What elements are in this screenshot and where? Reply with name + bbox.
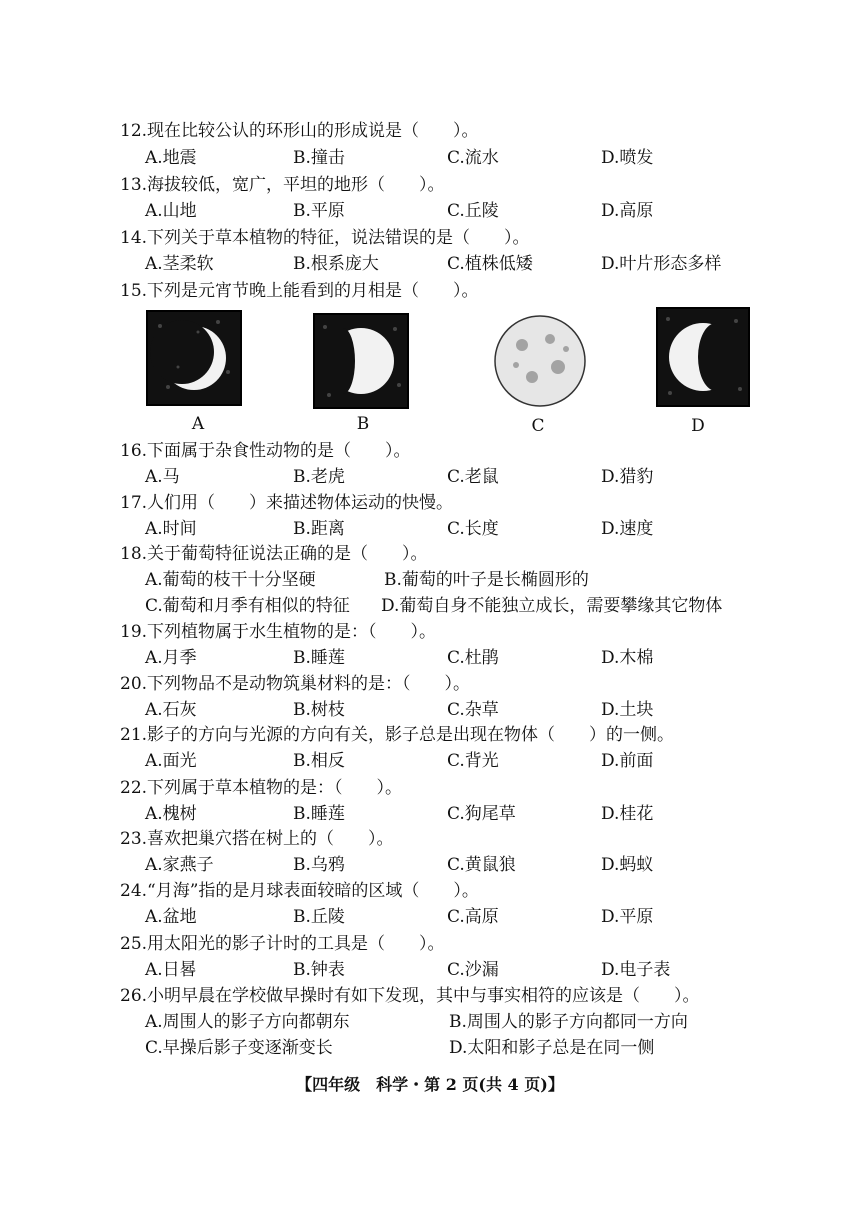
question-14: 14.下列关于草本植物的特征，说法错误的是（ ）。 [120, 228, 530, 248]
option-c: C.植株低矮 [447, 254, 533, 274]
option-d: D.猎豹 [601, 467, 654, 487]
option-a: A.日晷 [145, 960, 197, 980]
question-17: 17.人们用（ ）来描述物体运动的快慢。 [120, 493, 454, 513]
option-d: D.电子表 [601, 960, 671, 980]
question-21: 21.影子的方向与光源的方向有关，影子总是出现在物体（ ）的一侧。 [120, 725, 675, 745]
option-a: A.月季 [145, 648, 197, 668]
option-a: A.茎柔软 [145, 254, 214, 274]
question-16: 16.下面属于杂食性动物的是（ ）。 [120, 441, 411, 461]
option-c: C.流水 [447, 148, 499, 168]
option-a: A.槐树 [145, 804, 197, 824]
option-a: A.葡萄的枝干十分坚硬 [145, 570, 316, 590]
option-a: A.周围人的影子方向都朝东 [145, 1012, 350, 1032]
option-d: D.蚂蚁 [601, 855, 654, 875]
option-d: D.高原 [601, 201, 654, 221]
moon-label-a: A [191, 414, 205, 434]
option-d: D.桂花 [601, 804, 654, 824]
question-18: 18.关于葡萄特征说法正确的是（ ）。 [120, 544, 428, 564]
option-b: B.相反 [293, 751, 345, 771]
moon-phase-a-image [146, 310, 242, 406]
option-b: B.钟表 [293, 960, 345, 980]
option-c: C.早操后影子变逐渐变长 [145, 1038, 333, 1058]
moon-label-d: D [691, 416, 705, 436]
option-b: B.根系庞大 [293, 254, 379, 274]
option-d: D.速度 [601, 519, 654, 539]
option-c: C.杂草 [447, 700, 499, 720]
option-b: B.老虎 [293, 467, 345, 487]
question-23: 23.喜欢把巢穴搭在树上的（ ）。 [120, 829, 394, 849]
option-c: C.狗尾草 [447, 804, 516, 824]
moon-label-b: B [356, 414, 370, 434]
page-footer: 【四年级 科学・第 2 页(共 4 页)】 [296, 1075, 564, 1094]
option-d: D.木棉 [601, 648, 654, 668]
option-a: A.马 [145, 467, 180, 487]
question-13: 13.海拔较低，宽广，平坦的地形（ ）。 [120, 175, 445, 195]
option-a: A.时间 [145, 519, 197, 539]
option-a: A.家燕子 [145, 855, 214, 875]
option-c: C.高原 [447, 907, 499, 927]
option-c: C.丘陵 [447, 201, 499, 221]
option-c: C.长度 [447, 519, 499, 539]
option-a: A.石灰 [145, 700, 197, 720]
option-d: D.太阳和影子总是在同一侧 [449, 1038, 655, 1058]
option-c: C.黄鼠狼 [447, 855, 516, 875]
option-c: C.背光 [447, 751, 499, 771]
question-22: 22.下列属于草本植物的是：（ ）。 [120, 778, 403, 798]
question-24: 24.“月海”指的是月球表面较暗的区域（ ）。 [120, 881, 479, 901]
option-d: D.平原 [601, 907, 654, 927]
option-a: A.面光 [145, 751, 197, 771]
question-15: 15.下列是元宵节晚上能看到的月相是（ ）。 [120, 281, 479, 301]
option-b: B.丘陵 [293, 907, 345, 927]
option-a: A.地震 [145, 148, 197, 168]
moon-label-c: C [531, 416, 545, 436]
question-26: 26.小明早晨在学校做早操时有如下发现，其中与事实相符的应该是（ ）。 [120, 986, 700, 1006]
option-b: B.睡莲 [293, 648, 345, 668]
option-c: C.葡萄和月季有相似的特征 [145, 596, 350, 616]
question-12: 12.现在比较公认的环形山的形成说是（ ）。 [120, 121, 479, 141]
option-a: A.山地 [145, 201, 197, 221]
option-c: C.沙漏 [447, 960, 499, 980]
option-b: B.树枝 [293, 700, 345, 720]
option-d: D.土块 [601, 700, 654, 720]
option-d: D.叶片形态多样 [601, 254, 722, 274]
moon-phase-b-image [313, 313, 409, 409]
option-c: C.杜鹃 [447, 648, 499, 668]
option-b: B.周围人的影子方向都同一方向 [449, 1012, 688, 1032]
option-d: D.前面 [601, 751, 654, 771]
option-b: B.乌鸦 [293, 855, 345, 875]
option-b: B.葡萄的叶子是长椭圆形的 [384, 570, 589, 590]
option-d: D.葡萄自身不能独立成长，需要攀缘其它物体 [381, 596, 723, 616]
option-b: B.平原 [293, 201, 345, 221]
question-20: 20.下列物品不是动物筑巢材料的是：（ ）。 [120, 674, 471, 694]
question-25: 25.用太阳光的影子计时的工具是（ ）。 [120, 934, 445, 954]
moon-phase-c-image [492, 313, 588, 409]
option-b: B.撞击 [293, 148, 345, 168]
option-c: C.老鼠 [447, 467, 499, 487]
option-b: B.距离 [293, 519, 345, 539]
option-d: D.喷发 [601, 148, 654, 168]
option-b: B.睡莲 [293, 804, 345, 824]
moon-phase-d-image [656, 307, 750, 407]
question-19: 19.下列植物属于水生植物的是：（ ）。 [120, 622, 437, 642]
option-a: A.盆地 [145, 907, 197, 927]
